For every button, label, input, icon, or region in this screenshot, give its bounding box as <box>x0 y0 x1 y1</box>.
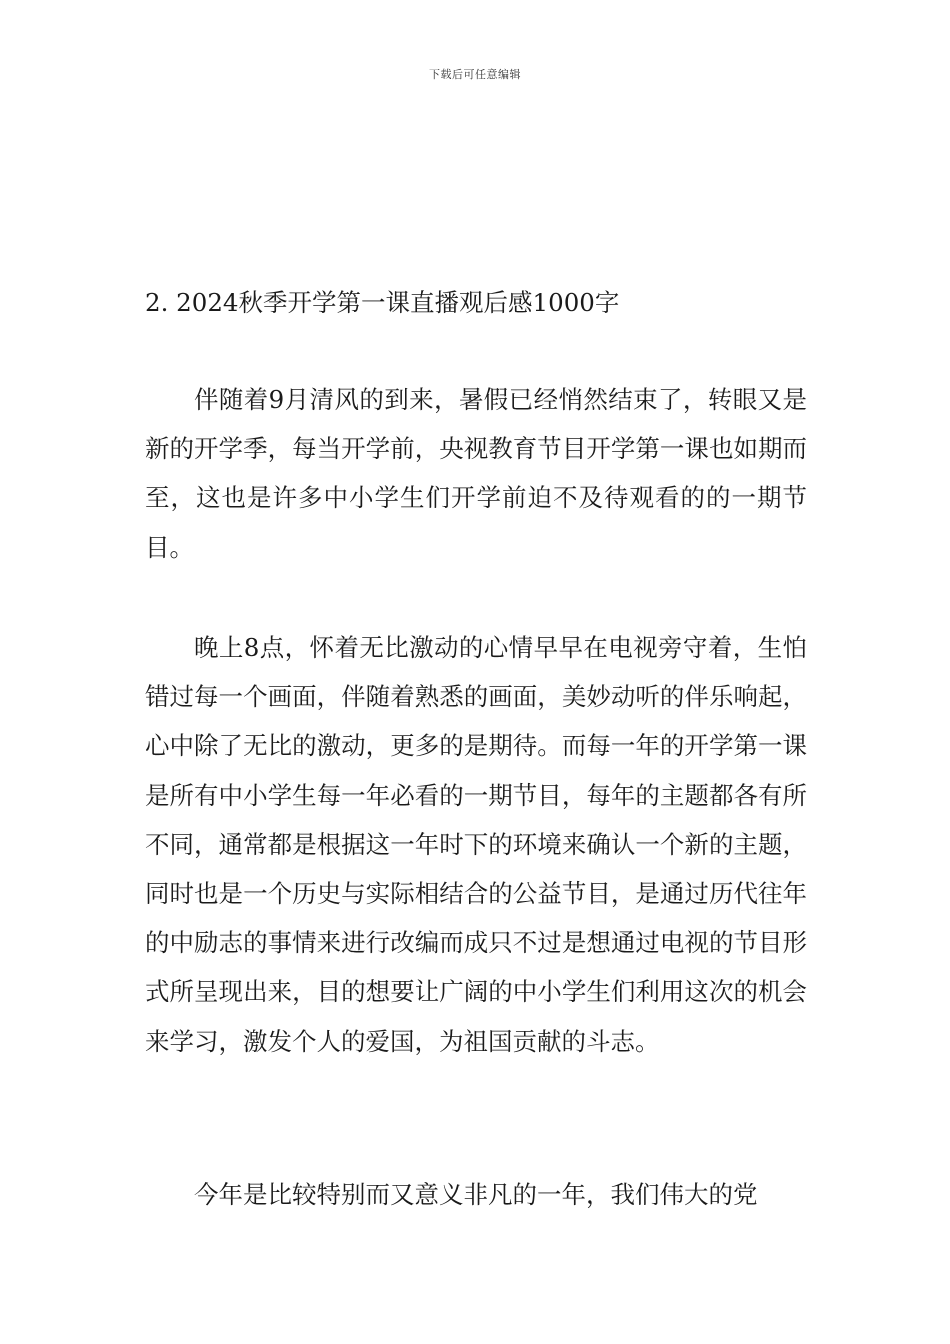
section-heading: 2. 2024秋季开学第一课直播观后感1000字 <box>145 288 620 317</box>
body-paragraph-1: 伴随着9月清风的到来，暑假已经悄然结束了，转眼又是新的开学季，每当开学前，央视教育节目开学第一课也如期而至，这也是许多中小学生们开学前迫不及待观看的的一期节目。 <box>145 385 807 562</box>
page-header-note: 下载后可任意编辑 <box>429 68 521 81</box>
body-paragraph-2: 晚上8点，怀着无比激动的心情早早在电视旁守着，生怕错过每一个画面，伴随着熟悉的画面，美妙动听的伴乐响起，心中除了无比的激动，更多的是期待。而每一年的开学第一课是所有中小学生每一年必看的一期节目，每年的主题都各有所不同，通常都是根据这一年时下的环境来确认一个新的主题，同时也是一个历史与实际相结合的公益节目，是通过历代往年的中励志的事情来进行改编而成只不过是想通过电视的节目形式所呈现出来，目的想要让广阔的中小学生们利用这次的机会来学习，激发个人的爱国，为祖国贡献的斗志。 <box>145 633 807 1056</box>
body-paragraph-3: 今年是比较特别而又意义非凡的一年，我们伟大的党 <box>194 1180 758 1209</box>
